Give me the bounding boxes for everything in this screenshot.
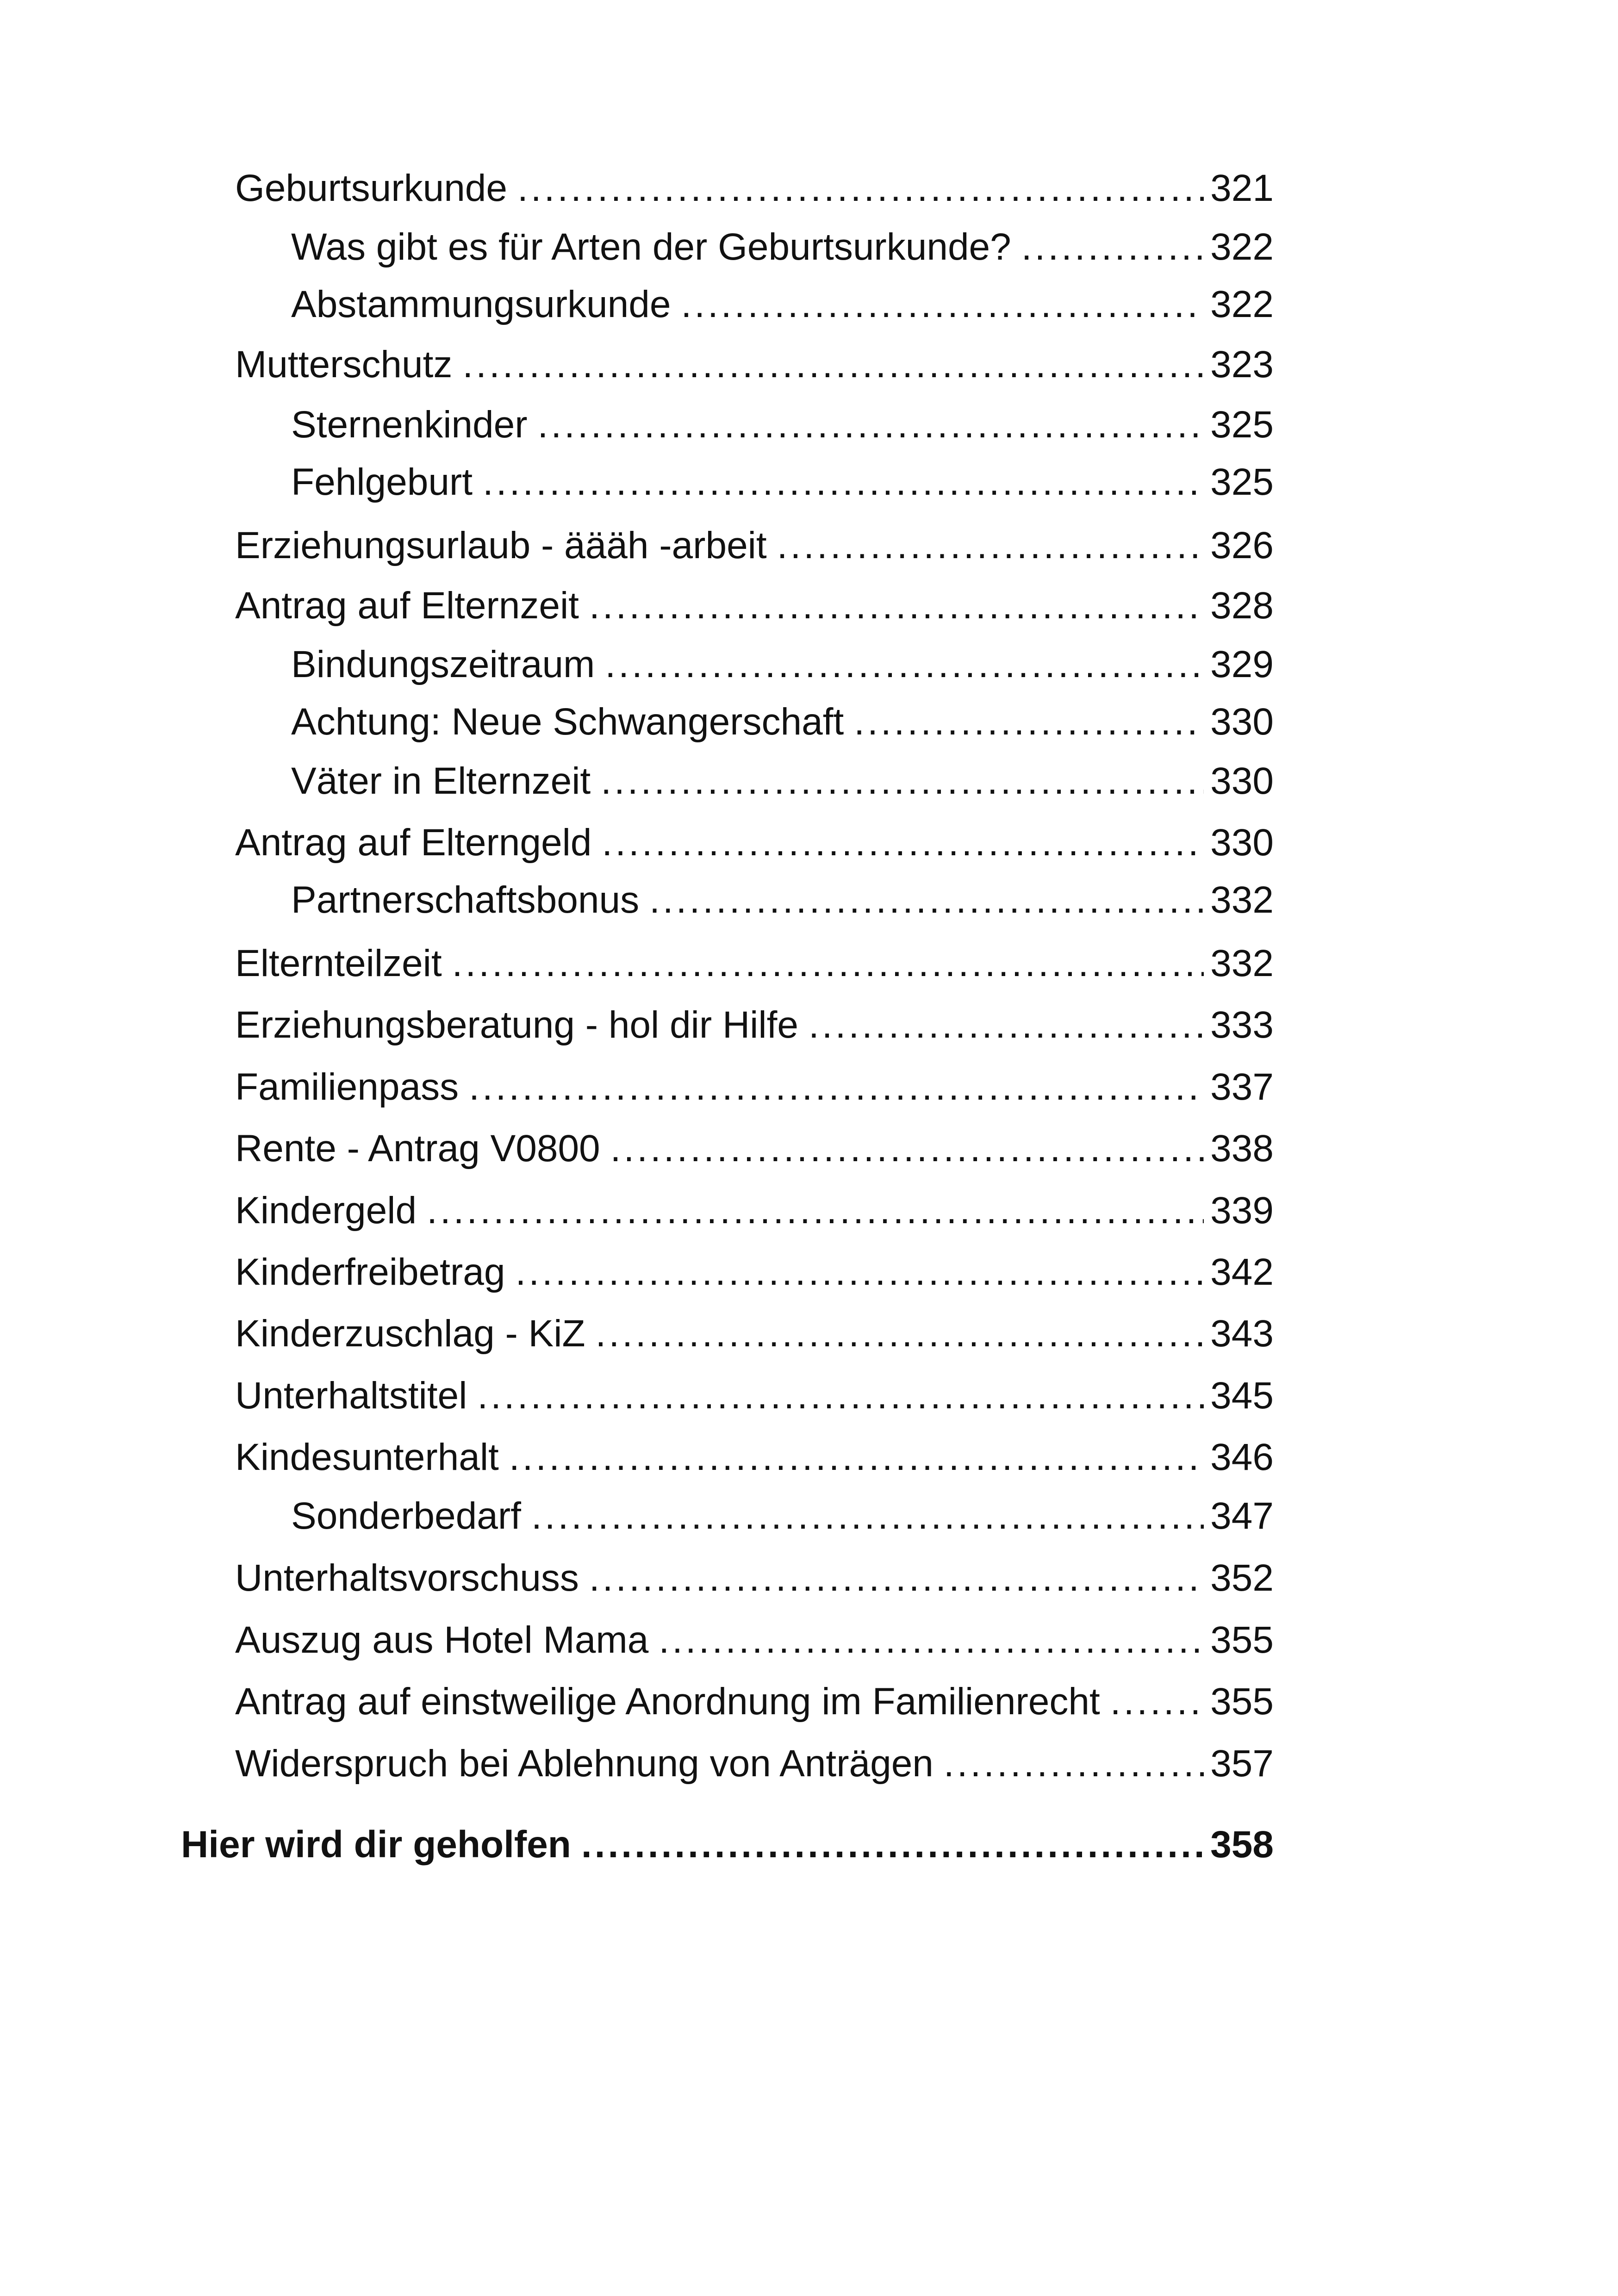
dot-leader	[1110, 1679, 1204, 1725]
toc-entry-page: 323	[1210, 343, 1274, 386]
toc-entry-title: Erziehungsurlaub - äääh -arbeit	[235, 524, 767, 566]
toc-entry-page: 342	[1210, 1251, 1274, 1293]
toc-entry	[235, 523, 1274, 569]
toc-entry-page: 325	[1210, 461, 1274, 503]
dot-leader	[602, 820, 1204, 866]
toc-entry-title: Bindungszeitraum	[291, 643, 595, 685]
toc-entry-page: 332	[1210, 942, 1274, 984]
toc-entry	[235, 1249, 1274, 1295]
dot-leader	[601, 758, 1204, 804]
toc-entry-page: 326	[1210, 524, 1274, 566]
toc-entry-page: 347	[1210, 1495, 1274, 1537]
toc-entry	[235, 1002, 1274, 1048]
toc-entry-title: Was gibt es für Arten der Geburtsurkunde?	[291, 226, 1011, 268]
toc-entry-page: 322	[1210, 226, 1274, 268]
dot-leader	[777, 523, 1204, 569]
toc-entry	[291, 877, 1274, 923]
dot-leader	[483, 459, 1204, 505]
toc-entry-title: Rente - Antrag V0800	[235, 1127, 600, 1170]
dot-leader	[462, 342, 1204, 388]
toc-entry-page: 358	[1210, 1823, 1274, 1866]
toc-entry-page: 343	[1210, 1313, 1274, 1355]
toc-entry-title: Geburtsurkunde	[235, 167, 508, 209]
toc-entry-page: 328	[1210, 585, 1274, 627]
toc-entry-page: 322	[1210, 283, 1274, 325]
toc-entry	[235, 1741, 1274, 1787]
toc-entry-page: 321	[1210, 167, 1274, 209]
toc-entry	[235, 1311, 1274, 1357]
toc-entry	[291, 281, 1274, 328]
dot-leader	[610, 1126, 1204, 1172]
dot-leader	[517, 165, 1204, 212]
toc-entry-page: 355	[1210, 1619, 1274, 1661]
toc-entry-page: 352	[1210, 1557, 1274, 1599]
toc-entry-page: 330	[1210, 701, 1274, 743]
toc-entry-page: 337	[1210, 1066, 1274, 1108]
toc-entry	[291, 758, 1274, 804]
toc-entry-title: Kindergeld	[235, 1189, 417, 1232]
toc-entry-title: Achtung: Neue Schwangerschaft	[291, 701, 844, 743]
toc-entry-title: Sternenkinder	[291, 404, 528, 446]
toc-entry	[181, 1822, 1274, 1868]
toc-entry	[235, 1555, 1274, 1601]
toc-entry	[235, 1064, 1274, 1110]
toc-entry	[291, 641, 1274, 688]
toc-entry-page: 355	[1210, 1680, 1274, 1723]
toc-entry-page: 332	[1210, 879, 1274, 921]
toc-entry	[235, 1373, 1274, 1419]
dot-leader	[809, 1002, 1204, 1048]
dot-leader	[538, 402, 1204, 448]
toc-entry-page: 325	[1210, 404, 1274, 446]
toc-entry-title: Unterhaltsvorschuss	[235, 1557, 579, 1599]
toc-entry-title: Antrag auf Elternzeit	[235, 585, 579, 627]
toc-entry-page: 346	[1210, 1436, 1274, 1478]
toc-entry	[235, 342, 1274, 388]
toc-entry-page: 333	[1210, 1004, 1274, 1046]
dot-leader	[469, 1064, 1204, 1110]
toc-entry	[235, 1617, 1274, 1663]
toc-entry-title: Partnerschaftsbonus	[291, 879, 640, 921]
toc-entry-page: 338	[1210, 1127, 1274, 1170]
toc-entry	[291, 459, 1274, 505]
toc-entry-title: Fehlgeburt	[291, 461, 473, 503]
dot-leader	[944, 1741, 1204, 1787]
toc-entry	[235, 165, 1274, 212]
dot-leader	[596, 1311, 1204, 1357]
dot-leader	[589, 1555, 1204, 1601]
toc-entry-title: Erziehungsberatung - hol dir Hilfe	[235, 1004, 798, 1046]
toc-entry-page: 339	[1210, 1189, 1274, 1232]
toc-entry	[235, 1188, 1274, 1234]
dot-leader	[427, 1188, 1204, 1234]
toc-entry-title: Widerspruch bei Ablehnung von Anträgen	[235, 1742, 933, 1785]
toc-entry-title: Elternteilzeit	[235, 942, 442, 984]
toc-entry	[291, 224, 1274, 270]
toc-entry	[235, 583, 1274, 629]
toc-entry-title: Mutterschutz	[235, 343, 453, 386]
toc-entry-title: Antrag auf einstweilige Anordnung im Familienrecht	[235, 1680, 1100, 1723]
toc-entry-title: Antrag auf Elterngeld	[235, 821, 592, 864]
dot-leader	[605, 641, 1204, 688]
toc-entry	[235, 1434, 1274, 1481]
toc-entry	[235, 1126, 1274, 1172]
toc-entry	[235, 1679, 1274, 1725]
dot-leader	[1021, 224, 1204, 270]
toc-entry-title: Hier wird dir geholfen	[181, 1823, 571, 1866]
toc-entry-page: 357	[1210, 1742, 1274, 1785]
toc-entry-title: Unterhaltstitel	[235, 1375, 467, 1417]
dot-leader	[515, 1249, 1204, 1295]
dot-leader	[649, 877, 1204, 923]
toc-entry-title: Kindesunterhalt	[235, 1436, 499, 1478]
toc-entry-page: 345	[1210, 1375, 1274, 1417]
toc-entry-title: Sonderbedarf	[291, 1495, 521, 1537]
toc-entry	[235, 820, 1274, 866]
toc-entry-title: Familienpass	[235, 1066, 459, 1108]
toc-entry	[291, 699, 1274, 745]
dot-leader	[509, 1434, 1204, 1481]
dot-leader	[581, 1822, 1204, 1868]
dot-leader	[452, 940, 1204, 987]
toc-entry-title: Kinderzuschlag - KiZ	[235, 1313, 585, 1355]
dot-leader	[589, 583, 1204, 629]
dot-leader	[659, 1617, 1204, 1663]
toc-entry	[235, 940, 1274, 987]
toc-entry-title: Abstammungsurkunde	[291, 283, 671, 325]
toc-entry	[291, 1493, 1274, 1539]
toc-entry	[291, 402, 1274, 448]
dot-leader	[854, 699, 1204, 745]
dot-leader	[477, 1373, 1204, 1419]
toc-entry-page: 330	[1210, 821, 1274, 864]
toc-entry-page: 329	[1210, 643, 1274, 685]
toc-entry-page: 330	[1210, 760, 1274, 802]
toc-entry-title: Väter in Elternzeit	[291, 760, 591, 802]
dot-leader	[531, 1493, 1204, 1539]
dot-leader	[681, 281, 1204, 328]
toc-entry-title: Auszug aus Hotel Mama	[235, 1619, 649, 1661]
toc-entry-title: Kinderfreibetrag	[235, 1251, 505, 1293]
